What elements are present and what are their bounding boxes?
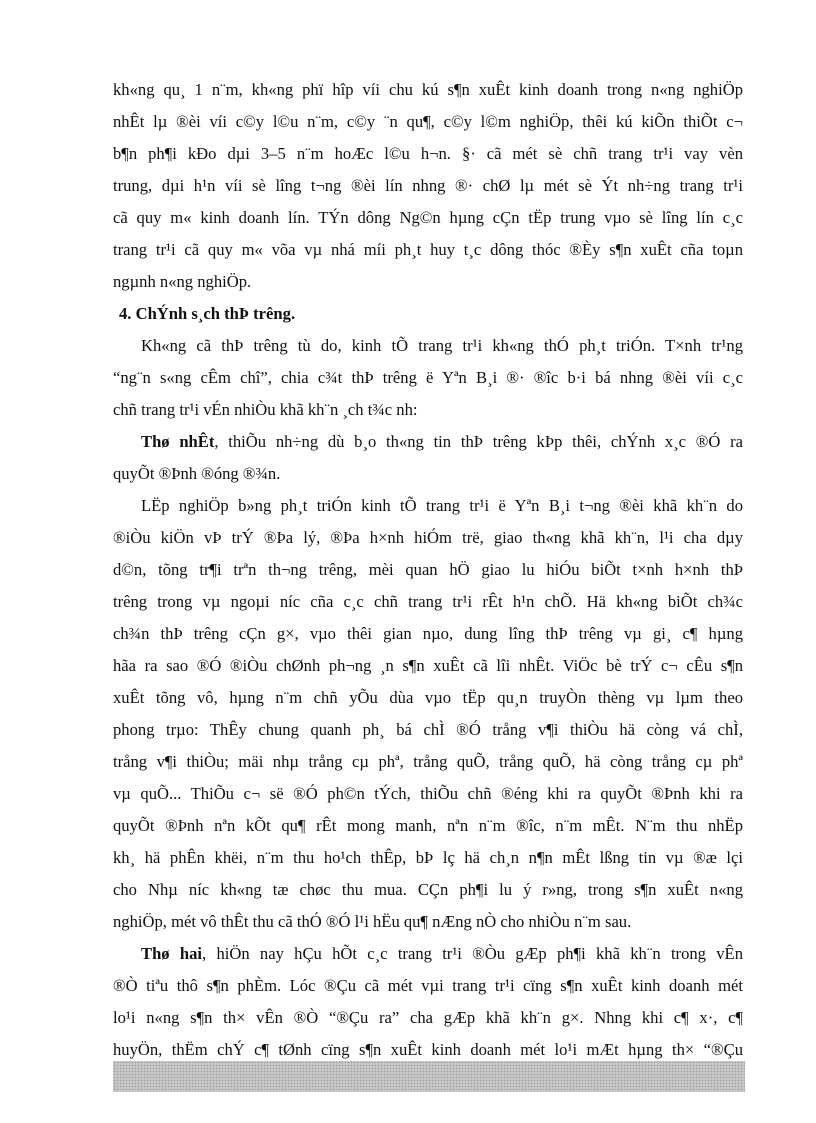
text-line: d©n, tõng tr¶i trªn th¬ng trêng, mèi quan hÖ giao lu hiÓu biÕt t×nh h×nh thÞ [113, 560, 743, 579]
text-line: quyÕt ®Þnh nªn kÕt qu¶ rÊt mong manh, nªn n¨m ®îc, n¨m mÊt. N¨m thu nhËp [113, 816, 743, 835]
paragraph-first-point [113, 430, 743, 494]
text-line: hãa ra sao ®Ó ®iÒu chØnh ph¬ng ¸n s¶n xuÊt cã lîi nhÊt. ViÖc bè trÝ c¬ cÊu s¶n [113, 656, 743, 675]
text-line: trêng trong vµ ngoµi níc cña c¸c chñ trang tr¹i rÊt h¹n chÕ. Hä kh«ng biÕt ch¾c [113, 592, 743, 611]
document-body [113, 78, 743, 1070]
paragraph-second-point [113, 942, 743, 1070]
text-line: huyÖn, thËm chÝ c¶ tØnh cïng s¶n xuÊt kinh doanh mét lo¹i mÆt hµng th× “®Çu [113, 1040, 743, 1059]
text-line: xuÊt tõng vô, hµng n¨m chñ yÕu dùa vµo tËp qu¸n truyÒn thèng vµ lµm theo [113, 688, 743, 707]
text-line: ngµnh n«ng nghiÖp. [113, 272, 252, 291]
text-line: b¶n ph¶i kÐo dµi 3–5 n¨m hoÆc l©u h¬n. §· cã mét sè chñ trang tr¹i vay vèn [113, 144, 743, 163]
section-heading: 4. ChÝnh s¸ch thÞ trêng. [119, 304, 296, 323]
paragraph-market-intro [113, 334, 743, 430]
text-line: trång v¶i thiÒu; mäi nhµ trång cµ phª, trång quÕ, trång quÕ, hä còng trång cµ phª [113, 752, 743, 771]
text-line: trung, dµi h¹n víi sè lîng t¬ng ®èi lín nhng ®· chØ lµ mét sè Ýt nh÷ng trang tr¹i [113, 176, 743, 195]
text-line: cho Nhµ níc kh«ng tæ chøc thu mua. CÇn ph¶i lu ý r»ng, trong s¶n xuÊt n«ng [113, 880, 743, 899]
text-line [113, 430, 743, 462]
text-line: kh«ng qu¸ 1 n¨m, kh«ng phï hîp víi chu kú s¶n xuÊt kinh doanh trong n«ng nghiÖp [113, 80, 743, 99]
text-line: trang tr¹i cã quy m« võa vµ nhá míi ph¸t huy t¸c dông thóc ®Èy s¶n xuÊt cña toµn [113, 240, 743, 259]
text-line: Kh«ng cã thÞ trêng tù do, kinh tÕ trang tr¹i kh«ng thÓ ph¸t triÓn. T×nh tr¹ng [141, 336, 743, 355]
text-line: lo¹i n«ng s¶n th× vÊn ®Ò “®Çu ra” cha gÆp khã kh¨n g×. Nhng khi c¶ x·, c¶ [113, 1008, 743, 1027]
text-line: ®Ò tiªu thô s¶n phÈm. Lóc ®Çu cã mét vµi trang tr¹i cïng s¶n xuÊt kinh doanh mét [113, 976, 743, 995]
text-line: cã quy m« kinh doanh lín. TÝn dông Ng©n hµng cÇn tËp trung vµo sè lîng lín c¸c [113, 208, 743, 227]
text-line: quyÕt ®Þnh ®óng ®¾n. [113, 464, 281, 483]
text-line: ®iÒu kiÖn vÞ trÝ ®Þa lý, ®Þa h×nh hiÓm trë, giao th«ng khã kh¨n, l¹i cha dµy [113, 528, 743, 547]
text-line: nghiÖp, mét vô thÊt thu cã thÓ ®Ó l¹i hËu qu¶ nÆng nÒ cho nhiÒu n¨m sau. [113, 912, 632, 931]
text-line: LËp nghiÖp b»ng ph¸t triÓn kinh tÕ trang tr¹i ë Yªn B¸i t¬ng ®èi khã kh¨n do [141, 496, 743, 515]
text-line: “ng¨n s«ng cÊm chî”, chia c¾t thÞ trêng ë Yªn B¸i ®· ®îc b·i bá nhng ®èi víi c¸c [113, 368, 743, 387]
text-line [113, 942, 743, 974]
text-line: chñ trang tr¹i vÉn nhiÒu khã kh¨n ¸ch t¾c nh: [113, 400, 418, 419]
second-point-text: , hiÖn nay hÇu hÕt c¸c trang tr¹i ®Òu gÆp ph¶i khã kh¨n trong vÊn [202, 944, 743, 963]
text-line: vµ quÕ... ThiÕu c¬ së ®Ó ph©n tÝch, thiÕu chñ ®éng khi ra quyÕt ®Þnh khi ra [113, 784, 743, 803]
first-point-label: Thø nhÊt [141, 432, 215, 451]
text-line: phong trµo: ThÊy chung quanh ph¸ bá chÌ ®Ó trång v¶i thiÒu hä còng vá chÌ, [113, 720, 743, 739]
paragraph-market-details [113, 494, 743, 942]
paragraph-credit-continued [113, 78, 743, 302]
text-line: nhÊt lµ ®èi víi c©y l©u n¨m, c©y ¨n qu¶, c©y l©m nghiÖp, thêi kú kiÕn thiÕt c¬ [113, 112, 743, 131]
first-point-text: , thiÕu nh÷ng dù b¸o th«ng tin thÞ trêng kÞp thêi, chÝnh x¸c ®Ó ra [214, 432, 743, 451]
text-line: ch¾n thÞ trêng cÇn g×, vµo thêi gian nµo, dung lîng thÞ trêng vµ gi¸ c¶ hµng [113, 624, 743, 643]
page-footer-bar [113, 1061, 745, 1092]
second-point-label: Thø hai [141, 944, 203, 963]
text-line: kh¸ hä phÊn khëi, n¨m thu ho¹ch thÊp, bÞ lç hä ch¸n n¶n mÊt lßng tin vµ ®æ lçi [113, 848, 743, 867]
